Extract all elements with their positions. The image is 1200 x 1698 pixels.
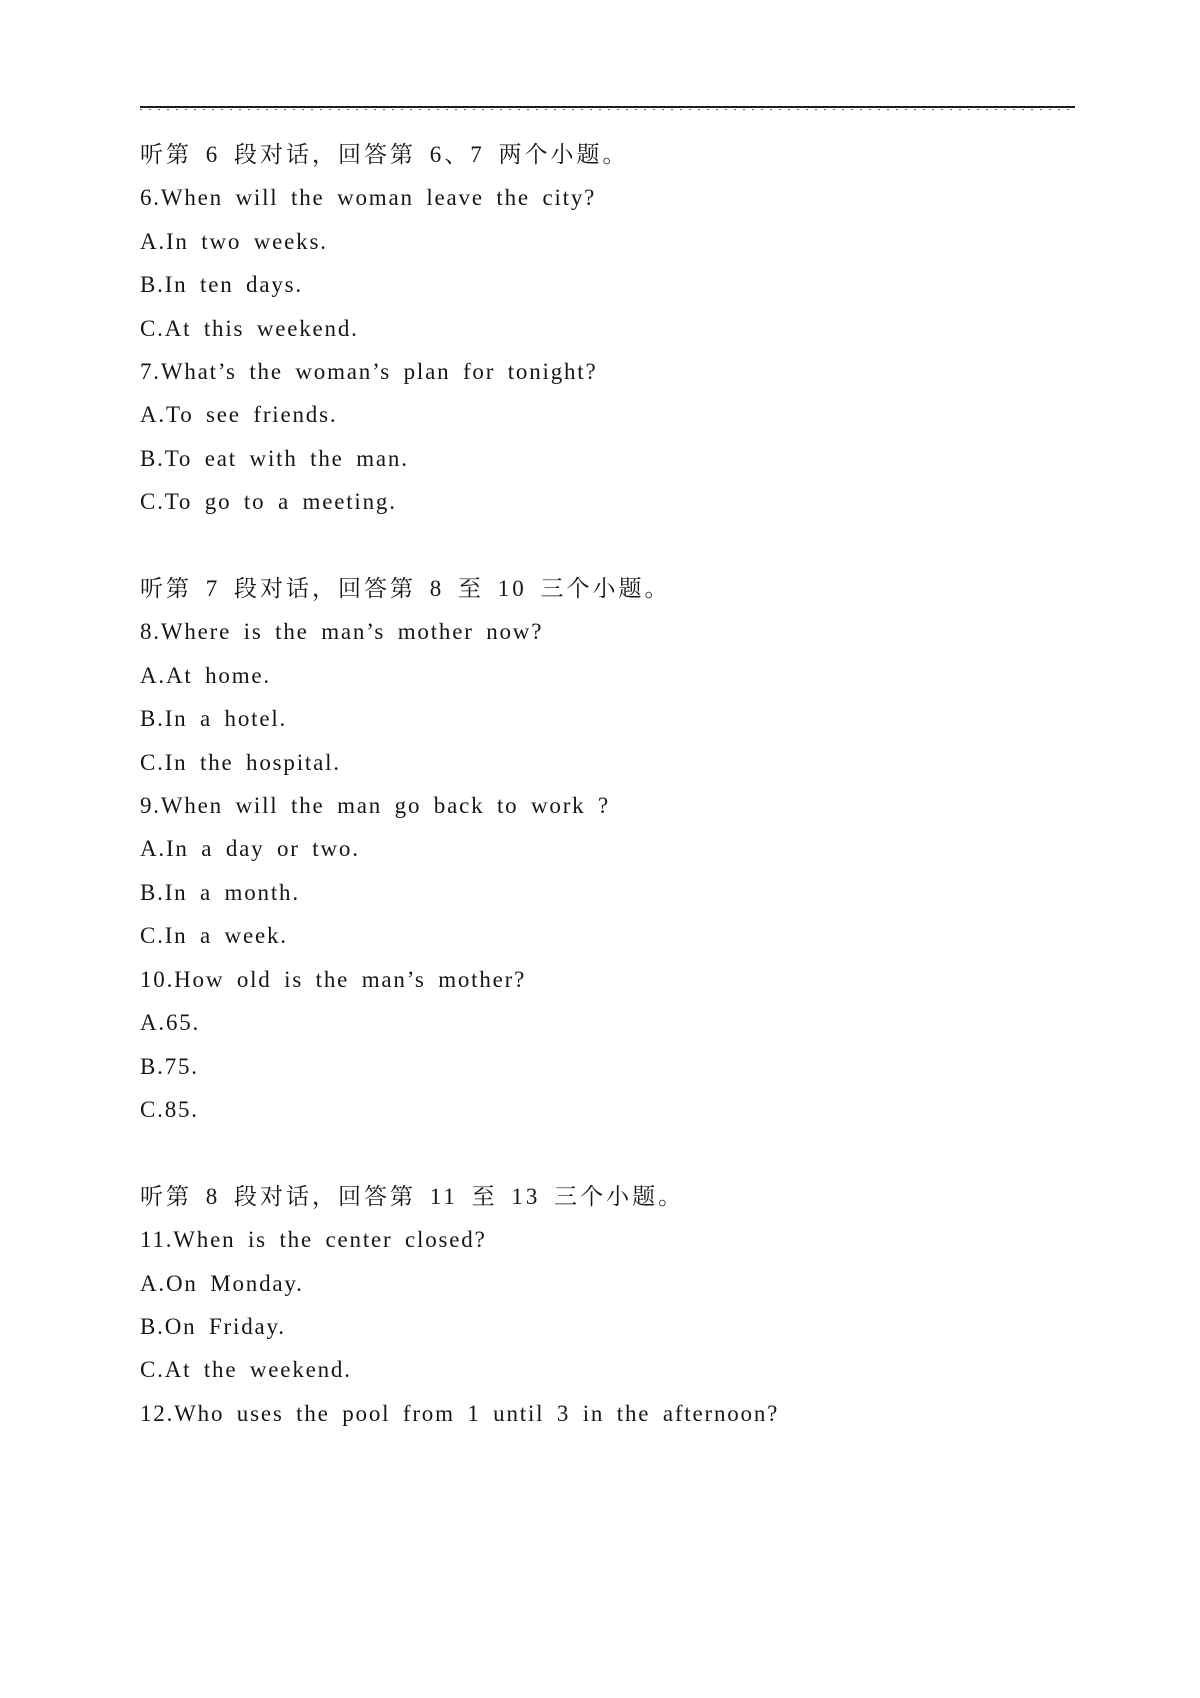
header-divider-solid-line [140, 106, 1075, 108]
question-11-option-b: B.On Friday. [140, 1313, 286, 1339]
section-instruction: 听第 8 段对话，回答第 11 至 13 三个小题。 [140, 1183, 685, 1209]
header-divider [140, 106, 1075, 110]
question-9-option-c: C.In a week. [140, 923, 288, 949]
listening-section-dialog-8 [140, 1175, 1100, 1435]
question-8-option-a: A.At home. [140, 662, 271, 688]
question-6: 6.When will the woman leave the city? [140, 185, 597, 211]
question-8-option-c: C.In the hospital. [140, 749, 341, 775]
question-8: 8.Where is the man’s mother now? [140, 619, 544, 645]
question-6-option-c: C.At this weekend. [140, 315, 359, 341]
question-10-option-c: C.85. [140, 1096, 199, 1122]
question-6-option-b: B.In ten days. [140, 272, 303, 298]
question-9: 9.When will the man go back to work ? [140, 793, 611, 819]
section-instruction: 听第 6 段对话，回答第 6、7 两个小题。 [140, 142, 629, 167]
listening-section-dialog-6 [140, 133, 1100, 524]
section-instruction: 听第 7 段对话，回答第 8 至 10 三个小题。 [140, 576, 671, 602]
question-6-option-a: A.In two weeks. [140, 228, 328, 254]
question-10: 10.How old is the man’s mother? [140, 966, 527, 992]
exam-body [140, 133, 1100, 1435]
question-7-option-c: C.To go to a meeting. [140, 489, 397, 515]
question-11: 11.When is the center closed? [140, 1227, 487, 1253]
question-11-option-c: C.At the weekend. [140, 1357, 352, 1383]
question-7-option-b: B.To eat with the man. [140, 445, 409, 471]
question-9-option-b: B.In a month. [140, 879, 300, 905]
question-10-option-a: A.65. [140, 1010, 201, 1036]
listening-section-dialog-7 [140, 567, 1100, 1131]
question-7-option-a: A.To see friends. [140, 402, 338, 428]
header-divider-dotted-line [140, 109, 1075, 110]
question-11-option-a: A.On Monday. [140, 1270, 304, 1296]
question-7: 7.What’s the woman’s plan for tonight? [140, 359, 598, 385]
question-10-option-b: B.75. [140, 1053, 199, 1079]
question-8-option-b: B.In a hotel. [140, 706, 288, 732]
question-12: 12.Who uses the pool from 1 until 3 in the afternoon? [140, 1400, 780, 1426]
question-9-option-a: A.In a day or two. [140, 836, 360, 862]
